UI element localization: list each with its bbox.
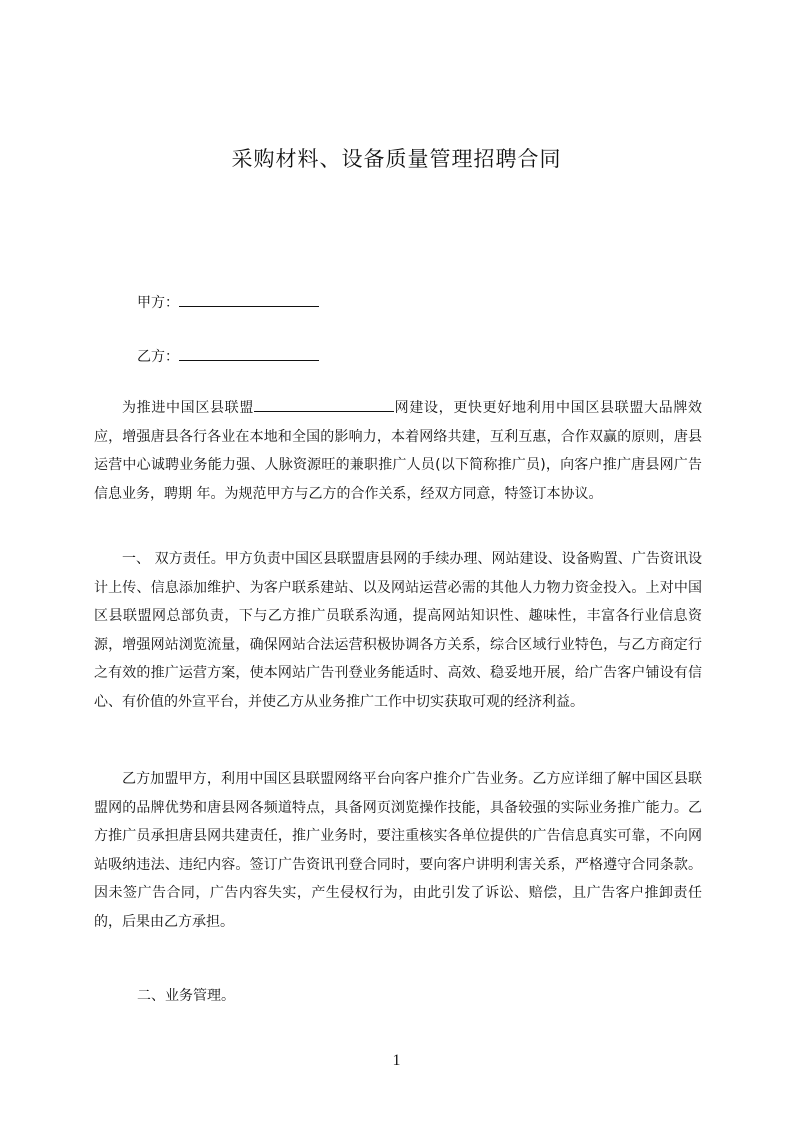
intro-paragraph (94, 394, 702, 508)
party-a-label: 甲方： (137, 295, 179, 311)
party-a-line (137, 292, 319, 312)
alliance-name-blank (254, 397, 394, 412)
page-number: 1 (392, 1052, 401, 1069)
party-b-duty-paragraph: 乙方加盟甲方，利用中国区县联盟网络平台向客户推介广告业务。乙方应详细了解中国区县联盟网的品牌优势和唐县网各频道特点，具备网页浏览操作技能，具备较强的实际业务推广能力。乙方推广员承担唐县网共建责任，推广业务时，要注重核实各单位提供的广告信息真实可靠，不向网站吸纳违法、违纪内容。签订广告资讯刊登合同时，要向客户讲明利害关系，严格遵守合同条款。因未签广告合同，广告内容失实，产生侵权行为，由此引发了诉讼、赔偿，且广告客户推卸责任的，后果由乙方承担。 (94, 771, 702, 930)
section-2-heading: 二、业务管理。 (137, 988, 235, 1004)
party-a-blank (179, 292, 319, 307)
intro-text-start: 为推进中国区县联盟 (122, 400, 254, 416)
party-b-blank (179, 346, 319, 361)
section-1-paragraph: 一、 双方责任。甲方负责中国区县联盟唐县网的手续办理、网站建设、设备购置、广告资讯设计上传、信息添加维护、为客户联系建站、以及网站运营必需的其他人力物力资金投入。上对中国区县联盟网总部负责，下与乙方推广员联系沟通，提高网站知识性、趣味性，丰富各行业信息资源，增强网站浏览流量，确保网站合法运营积极协调各方关系，综合区域行业特色，与乙方商定行之有效的推广运营方案，使本网站广告刊登业务能适时、高效、稳妥地开展，给广告客户铺设有信心、有价值的外宣平台，并使乙方从业务推广工作中切实获取可观的经济利益。 (94, 551, 702, 710)
intro-text-rest: 网建设，更快更好地利用中国区县联盟大品牌效应，增强唐县各行各业在本地和全国的影响力，本着网络共建，互利互惠，合作双赢的原则，唐县运营中心诚聘业务能力强、人脉资源旺的兼职推广人员(以下简称推广员)，向客户推广唐县网广告信息业务，聘期 年。为规范甲方与乙方的合作关系，经双方同意，特签订本协议。 (94, 400, 702, 502)
document-title: 采购材料、设备质量管理招聘合同 (231, 147, 562, 171)
party-b-label: 乙方： (137, 349, 179, 365)
party-b-line (137, 346, 319, 366)
